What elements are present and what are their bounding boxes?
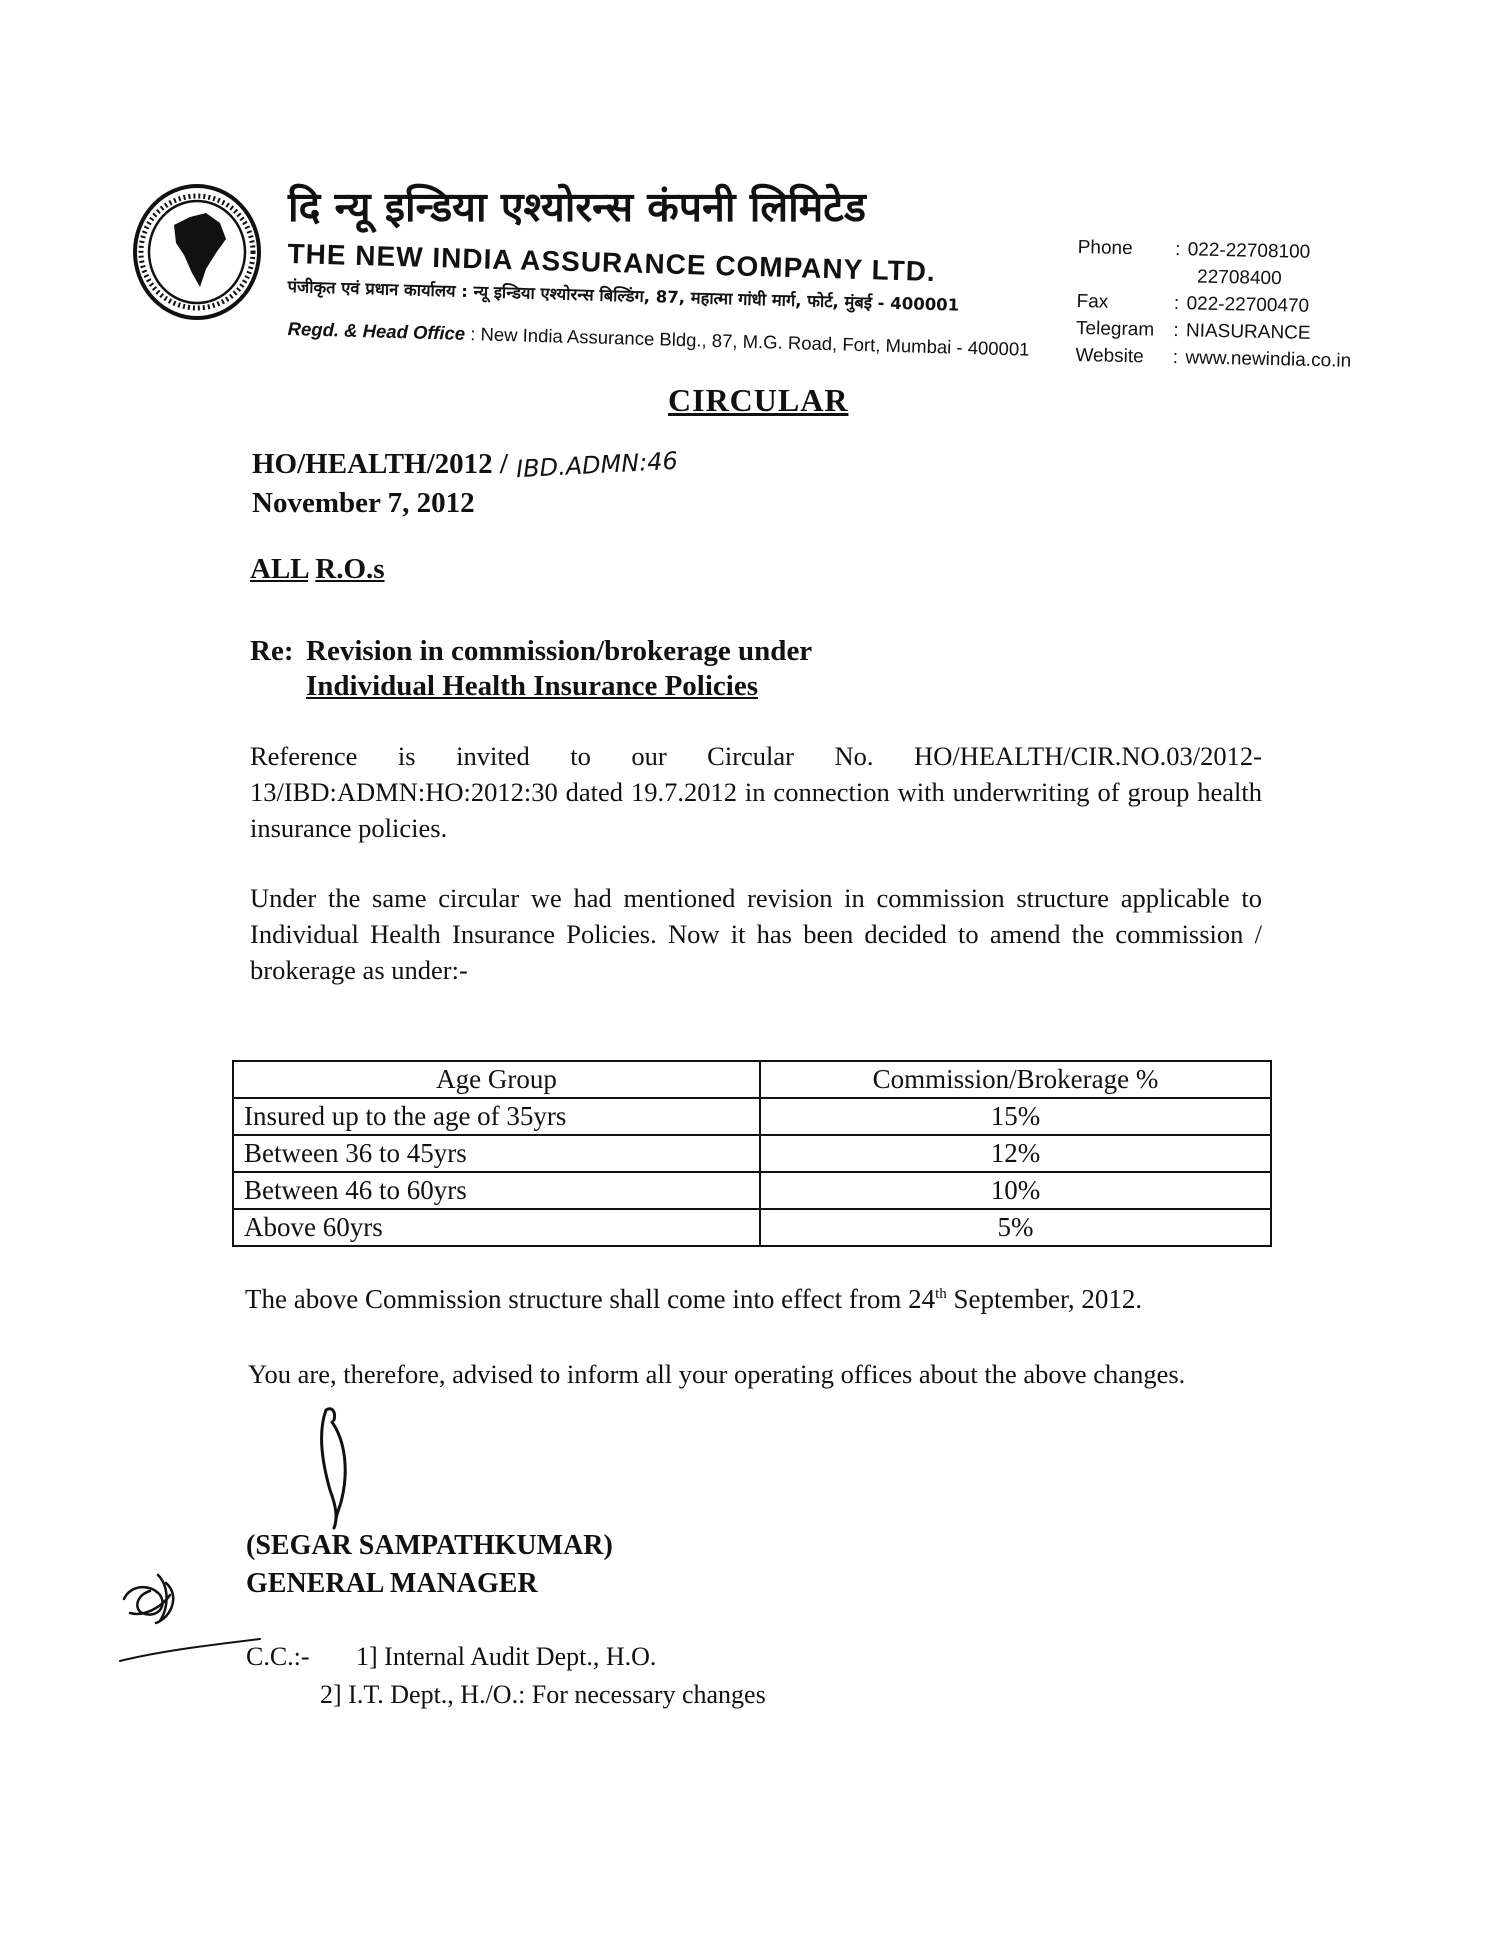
cc-label: C.C.:- [246, 1642, 310, 1671]
effective-text: The above Commission structure shall come into effect from 24 [245, 1284, 936, 1314]
paragraph-reference: Reference is invited to our Circular No. HO/HEALTH/CIR.NO.03/2012-13/IBD:ADMN:HO:2012:30 dated 19.7.2012 in connection with underwriting of group health insurance policies. [250, 741, 1262, 843]
contact-row-website: Website : www.newindia.co.in [1075, 342, 1351, 375]
effective-text-end: September, 2012. [946, 1284, 1143, 1314]
table-row [233, 1098, 1271, 1135]
subject-prefix: Re: [250, 635, 294, 667]
contact-block [1075, 234, 1354, 375]
contact-row-fax: Fax : 022-22700470 [1076, 288, 1352, 321]
table-header-row [233, 1061, 1271, 1098]
contact-row-telegram: Telegram : NIASURANCE [1076, 315, 1352, 348]
contact-label [1077, 261, 1168, 290]
office-address-hindi: पंजीकृत एवं प्रधान कार्यालय : न्यू इन्डिया एश्योरन्स बिल्डिंग, 87, महात्मा गांधी मार्ग, फोर्ट, मुंबई - 400001 [287, 276, 960, 315]
address-label: Regd. & Head Office [287, 318, 466, 344]
office-address-english [287, 318, 1029, 361]
company-logo [132, 183, 262, 321]
age-group-cell: Above 60yrs [233, 1209, 760, 1246]
subject-line-1: Revision in commission/brokerage under [306, 635, 813, 667]
age-group-cell: Between 46 to 60yrs [233, 1172, 760, 1209]
addressee-prefix: ALL [250, 553, 309, 585]
commission-cell: 12% [760, 1135, 1271, 1172]
document-heading: CIRCULAR [668, 382, 849, 418]
handwritten-reference: IBD.ADMN:46 [515, 446, 679, 484]
circular-date: November 7, 2012 [252, 487, 475, 519]
age-group-cell: Insured up to the age of 35yrs [233, 1098, 760, 1135]
contact-label: Phone [1077, 236, 1133, 260]
signer-name: (SEGAR SAMPATHKUMAR) [246, 1530, 613, 1561]
handwritten-signature [296, 1402, 416, 1532]
contact-label: Fax [1076, 290, 1109, 313]
table-header: Commission/Brokerage % [760, 1061, 1271, 1098]
table-row [233, 1209, 1271, 1246]
commission-cell: 10% [760, 1172, 1271, 1209]
cc-item: 2] I.T. Dept., H./O.: For necessary changes [320, 1680, 766, 1709]
addressee [250, 553, 385, 586]
contact-value: 022-22708100 [1187, 239, 1311, 263]
subject-line-2: Individual Health Insurance Policies [306, 670, 758, 702]
commission-table [232, 1060, 1272, 1247]
contact-label: Telegram [1075, 317, 1155, 341]
contact-row-phone: Phone : 022-22708100 [1077, 234, 1353, 267]
effective-ordinal: th [935, 1286, 947, 1302]
circular-reference [252, 446, 679, 484]
table-row [233, 1172, 1271, 1209]
cc-item: 1] Internal Audit Dept., H.O. [356, 1642, 657, 1671]
effective-date-sentence [245, 1284, 1142, 1315]
paragraph-advice: You are, therefore, advised to inform all your operating offices about the above changes. [248, 1359, 1186, 1389]
signer-title: GENERAL MANAGER [246, 1568, 538, 1599]
contact-value: www.newindia.co.in [1185, 347, 1352, 372]
table-header: Age Group [233, 1061, 760, 1098]
commission-cell: 15% [760, 1098, 1271, 1135]
address-text: : New India Assurance Bldg., 87, M.G. Road, Fort, Mumbai - 400001 [469, 323, 1030, 360]
contact-value: NIASURANCE [1185, 320, 1311, 344]
paragraph-revision: Under the same circular we had mentioned revision in commission structure applicable to Individual Health Insurance Policies. Now it has been decided to amend the commission / brokerage as under:- [250, 883, 1262, 985]
company-name-hindi: दि न्यू इन्डिया एश्योरन्स कंपनी लिमिटेड [288, 183, 866, 231]
contact-value: 022-22700470 [1186, 293, 1310, 317]
table-row [233, 1135, 1271, 1172]
contact-label: Website [1075, 344, 1144, 368]
company-name-english: THE NEW INDIA ASSURANCE COMPANY LTD. [287, 238, 937, 288]
age-group-cell: Between 36 to 45yrs [233, 1135, 760, 1172]
reference-number: HO/HEALTH/2012 / [252, 448, 508, 480]
commission-cell: 5% [760, 1209, 1271, 1246]
contact-value: 22708400 [1196, 266, 1282, 290]
addressee-text: R.O.s [315, 553, 385, 585]
